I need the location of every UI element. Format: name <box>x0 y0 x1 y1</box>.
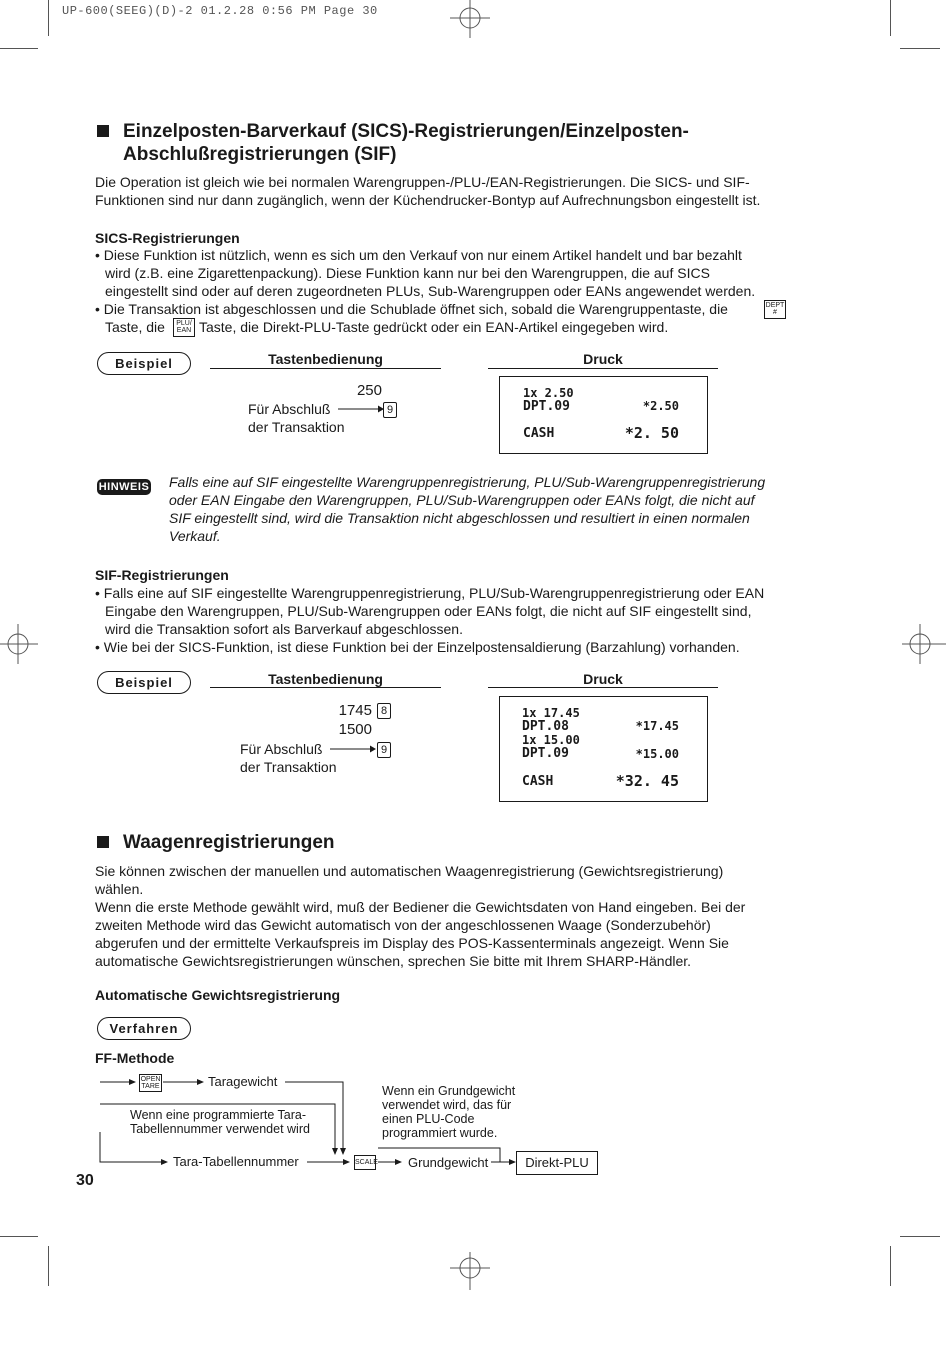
column-rule <box>210 687 441 688</box>
page-number: 30 <box>76 1172 94 1189</box>
crop-mark <box>890 0 891 36</box>
column-header-print: Druck <box>583 351 623 367</box>
tare-weight-label: Taragewicht <box>208 1074 278 1089</box>
sif-heading: SIF-Registrierungen <box>95 567 229 583</box>
receipt-print <box>499 376 708 454</box>
example-badge: Beispiel <box>97 352 191 375</box>
crop-mark <box>0 48 38 49</box>
receipt-line: *2. 50 <box>624 424 679 442</box>
hinweis-text: Verkauf. <box>169 528 221 544</box>
base-weight-note: verwendet wird, das für <box>382 1098 512 1112</box>
column-rule <box>488 687 718 688</box>
scale-text: Wenn die erste Methode gewählt wird, muß der Bediener die Gewichtsdaten von Hand eingeben. Bei der <box>95 899 746 915</box>
scale-text: automatische Gewichtsregistrierungen wünschen, sprechen Sie bitte mit Ihrem SHARP-Händler. <box>95 953 692 969</box>
scale-text: Sie können zwischen der manuellen und automatischen Waagenregistrierung (Gewichtsregistrierung) <box>95 863 724 879</box>
arrow-right-icon <box>330 743 376 755</box>
tara-note: Tabellennummer verwendet wird <box>130 1122 310 1136</box>
receipt-line: DPT.08 <box>522 719 569 734</box>
column-rule <box>488 368 718 369</box>
intro-text: Die Operation ist gleich wie bei normalen Warengruppen-/PLU-/EAN-Registrierungen. Die SICS- und SIF- <box>95 174 750 190</box>
receipt-line: *32. 45 <box>615 772 679 790</box>
registration-mark <box>900 620 948 668</box>
hinweis-text: Falls eine auf SIF eingestellte Warengruppenregistrierung, PLU/Sub-Warengruppenregistrierung <box>169 474 766 490</box>
sif-text: wird die Transaktion sofort als Barverkauf abgeschlossen. <box>105 621 463 637</box>
procedure-badge: Verfahren <box>97 1017 191 1040</box>
section-title: Abschlußregistrierungen (SIF) <box>123 144 397 165</box>
base-weight-note: programmiert wurde. <box>382 1126 498 1140</box>
section-title: Waagenregistrierungen <box>123 832 335 853</box>
sics-text: wird (z.B. eine Zigarettenpackung). Diese Funktion kann nur bei den Warengruppen, die auf SICS <box>105 265 710 281</box>
column-rule <box>210 368 441 369</box>
scale-text: wählen. <box>95 881 144 897</box>
key-9-button: 9 <box>383 402 397 418</box>
receipt-line: DPT.09 <box>523 399 570 414</box>
key-entry: 1745 <box>338 702 372 719</box>
receipt-print <box>499 696 708 802</box>
arrow-right-icon <box>338 403 384 415</box>
hinweis-badge: HINWEIS <box>98 481 150 493</box>
tara-note: Wenn eine programmierte Tara- <box>130 1108 307 1122</box>
sics-text: Taste, die Direkt-PLU-Taste gedrückt oder ein EAN-Artikel eingegeben wird. <box>199 319 669 335</box>
receipt-line: 1x 17.45 <box>522 706 580 720</box>
scale-text: abgerufen und der ermittelte Verkaufspreis im Display des POS-Kassenterminals angezeigt. Wenn Sie <box>95 935 729 951</box>
base-weight-label: Grundgewicht <box>408 1155 489 1170</box>
sics-text: • Diese Funktion ist nützlich, wenn es sich um den Verkauf von nur einem Artikel handelt und bar bezahlt <box>95 247 742 263</box>
receipt-line: 1x 2.50 <box>523 386 574 400</box>
key-entry: 250 <box>356 382 382 399</box>
plu-ean-key-icon: PLU/ EAN <box>173 318 195 337</box>
open-tare-key-icon: OPEN TARE <box>140 1076 161 1090</box>
scale-key-icon: SCALE <box>354 1155 376 1170</box>
dept-key-icon: DEPT # <box>764 300 786 319</box>
sics-text: • Die Transaktion ist abgeschlossen und die Schublade öffnet sich, sobald die Warengruppentaste, die <box>95 301 728 317</box>
column-header-print: Druck <box>583 671 623 687</box>
entry-note: der Transaktion <box>240 759 337 775</box>
key-8-button: 8 <box>377 703 391 719</box>
square-bullet-icon <box>97 125 109 137</box>
receipt-line: CASH <box>523 426 555 441</box>
hinweis-text: oder EAN Eingabe den Warengruppen, PLU/Sub-Warengruppen oder EANs folgt, die nicht auf <box>169 492 755 508</box>
registration-mark <box>446 0 494 40</box>
sics-heading: SICS-Registrierungen <box>95 230 240 246</box>
crop-mark <box>900 48 940 49</box>
crop-mark <box>890 1246 891 1286</box>
registration-mark <box>0 620 40 668</box>
base-weight-note: Wenn ein Grundgewicht <box>382 1084 516 1098</box>
crop-mark <box>900 1236 940 1237</box>
base-weight-note: einen PLU-Code <box>382 1112 475 1126</box>
square-bullet-icon <box>97 836 109 848</box>
auto-weight-heading: Automatische Gewichtsregistrierung <box>95 987 341 1003</box>
sif-text: • Falls eine auf SIF eingestellte Warengruppenregistrierung, PLU/Sub-Warengruppenregistrierung oder EAN <box>95 585 765 601</box>
receipt-line: *15.00 <box>635 747 679 761</box>
column-header-keys: Tastenbedienung <box>268 671 383 687</box>
section-title: Einzelposten-Barverkauf (SICS)-Registrierungen/Einzelposten- <box>123 121 689 142</box>
method-heading: FF-Methode <box>95 1050 175 1066</box>
entry-note: Für Abschluß <box>248 401 331 417</box>
entry-note: Für Abschluß <box>240 741 323 757</box>
sif-text: • Wie bei der SICS-Funktion, ist diese Funktion bei der Einzelpostensaldierung (Barzahlung) vorhanden. <box>95 639 740 655</box>
key-9-button: 9 <box>377 742 391 758</box>
crop-mark <box>48 0 49 36</box>
direct-plu-box: Direkt-PLU <box>516 1151 598 1175</box>
entry-note: der Transaktion <box>248 419 345 435</box>
receipt-line: *17.45 <box>635 719 679 733</box>
tara-table-label: Tara-Tabellennummer <box>173 1154 299 1169</box>
crop-mark <box>48 1246 49 1286</box>
example-badge: Beispiel <box>97 671 191 694</box>
sif-text: Eingabe den Warengruppen, PLU/Sub-Warengruppen oder EANs folgt, die nicht auf SIF eingestellt sind, <box>105 603 752 619</box>
receipt-line: DPT.09 <box>522 746 569 761</box>
receipt-line: *2.50 <box>642 399 679 413</box>
column-header-keys: Tastenbedienung <box>268 351 383 367</box>
sics-text: eingestellt sind oder auf deren zugeordneten PLUs, Sub-Warengruppen oder EANs angewendet werden. <box>105 283 756 299</box>
key-entry: 1500 <box>338 721 372 738</box>
scale-text: zweiten Methode wird das Gewicht automatisch von der angeschlossenen Waage (Sonderzubehör) <box>95 917 711 933</box>
registration-mark <box>446 1252 494 1292</box>
crop-mark <box>0 1236 38 1237</box>
receipt-line: CASH <box>522 774 554 789</box>
print-header: UP-600(SEEG)(D)-2 01.2.28 0:56 PM Page 30 <box>62 4 378 18</box>
hinweis-text: SIF eingestellt sind, wird die Transaktion nicht abgeschlossen und resultiert in einen normalen <box>169 510 750 526</box>
receipt-line: 1x 15.00 <box>522 733 580 747</box>
intro-text: Funktionen sind nur dann zugänglich, wenn der Küchendrucker-Bontyp auf Aufrechnungsbon eingestellt ist. <box>95 192 761 208</box>
sics-text: Taste, die <box>105 319 165 335</box>
